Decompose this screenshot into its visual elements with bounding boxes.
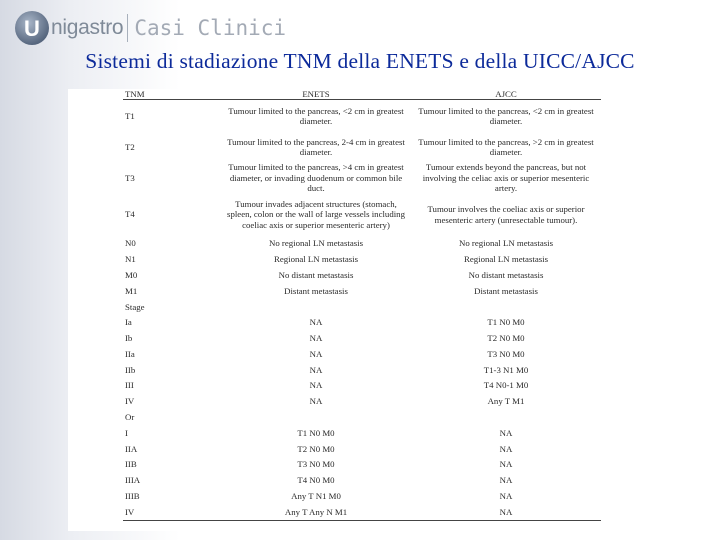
- row-label-cell: IIIA: [125, 475, 141, 486]
- brand-subtitle: Casi Clinici: [134, 16, 287, 40]
- ajcc-cell: Tumour extends beyond the pancreas, but not involving the celiac axis or superior mesenteric artery.: [422, 162, 590, 194]
- table-row: [123, 100, 601, 132]
- table-row: [123, 488, 601, 504]
- table-row: [123, 299, 601, 315]
- svg-text:U: U: [24, 16, 40, 41]
- table-row: [123, 394, 601, 410]
- enets-cell: NA: [309, 364, 323, 375]
- row-label-cell: IIIB: [125, 491, 140, 502]
- row-label-cell: N1: [125, 254, 136, 265]
- row-label-cell: T3: [125, 172, 135, 183]
- row-label-cell: IIa: [125, 348, 135, 359]
- row-label-cell: Ib: [125, 333, 133, 344]
- ajcc-cell: NA: [499, 427, 513, 438]
- ajcc-cell: Tumour limited to the pancreas, <2 cm in greatest diameter.: [418, 105, 594, 126]
- enets-cell: [221, 409, 411, 425]
- enets-cell: T1 N0 M0: [297, 427, 335, 438]
- table-row: [123, 251, 601, 267]
- ajcc-cell: NA: [499, 491, 513, 502]
- enets-cell: NA: [309, 380, 323, 391]
- enets-cell: Distant metastasis: [284, 285, 348, 296]
- ajcc-cell: Any T M1: [487, 396, 525, 407]
- enets-cell: T2 N0 M0: [297, 443, 335, 454]
- row-label-cell: N0: [125, 238, 136, 249]
- row-label-cell: IV: [125, 396, 135, 407]
- row-label-cell: M1: [125, 285, 138, 296]
- ajcc-cell: NA: [411, 504, 601, 520]
- table-row: [123, 473, 601, 489]
- table-row: [123, 441, 601, 457]
- column-header-enets: ENETS: [221, 89, 411, 100]
- table-row: [123, 162, 601, 193]
- brand-name: nigastro: [51, 16, 124, 39]
- table-row: [123, 346, 601, 362]
- row-label-cell: T2: [125, 141, 135, 152]
- row-label-cell: III: [125, 380, 134, 391]
- ajcc-cell: NA: [499, 459, 513, 470]
- row-label-cell: IIB: [125, 459, 137, 470]
- table-row: [123, 315, 601, 331]
- ajcc-cell: Tumour involves the coeliac axis or superior mesenteric artery (unresectable tumour).: [427, 204, 585, 225]
- ajcc-cell: T1-3 N1 M0: [483, 364, 529, 375]
- enets-cell: NA: [309, 396, 323, 407]
- table-row: [123, 425, 601, 441]
- enets-cell: Tumour limited to the pancreas, 2-4 cm in greatest diameter.: [227, 136, 405, 157]
- row-label-cell: IIA: [125, 443, 138, 454]
- row-label-cell: Ia: [125, 317, 132, 328]
- ajcc-cell: Distant metastasis: [474, 285, 538, 296]
- ajcc-cell: T4 N0-1 M0: [483, 380, 529, 391]
- unigastro-logo: [14, 8, 286, 48]
- ajcc-cell: No distant metastasis: [468, 269, 544, 280]
- enets-cell: No regional LN metastasis: [268, 238, 364, 249]
- table-row: [123, 362, 601, 378]
- enets-cell: T3 N0 M0: [297, 459, 335, 470]
- unigastro-logo-mark-icon: [14, 10, 50, 46]
- enets-cell: Regional LN metastasis: [273, 254, 359, 265]
- enets-cell: NA: [309, 333, 323, 344]
- row-label-cell: Stage: [125, 301, 145, 312]
- table-header-row: [123, 89, 601, 100]
- table-row: [123, 409, 601, 425]
- enets-cell: Tumour limited to the pancreas, <2 cm in greatest diameter.: [228, 105, 404, 126]
- column-header-tnm: TNM: [123, 89, 221, 100]
- row-label-cell: M0: [125, 269, 138, 280]
- table-row: [123, 283, 601, 299]
- ajcc-cell: NA: [499, 443, 513, 454]
- enets-cell: Any T Any N M1: [221, 504, 411, 520]
- ajcc-cell: NA: [499, 475, 513, 486]
- enets-cell: Any T N1 M0: [291, 491, 341, 502]
- table-row: [123, 457, 601, 473]
- table-row: [123, 504, 601, 520]
- enets-cell: No distant metastasis: [278, 269, 354, 280]
- row-label-cell: T4: [125, 209, 135, 220]
- enets-cell: T4 N0 M0: [297, 475, 335, 486]
- table-row: [123, 378, 601, 394]
- tnm-table-image: [68, 89, 650, 531]
- table-row: [123, 330, 601, 346]
- enets-cell: [221, 299, 411, 315]
- ajcc-cell: Tumour limited to the pancreas, >2 cm in greatest diameter.: [418, 136, 594, 157]
- slide-title: Sistemi di stadiazione TNM della ENETS e della UICC/AJCC: [85, 49, 635, 73]
- ajcc-cell: No regional LN metastasis: [458, 238, 554, 249]
- row-label-cell: T1: [125, 110, 135, 121]
- row-label-cell: IV: [123, 504, 221, 520]
- table-row: [123, 267, 601, 283]
- ajcc-cell: T2 N0 M0: [487, 333, 525, 344]
- row-label-cell: IIb: [125, 364, 136, 375]
- ajcc-cell: [411, 299, 601, 315]
- tnm-staging-table: [123, 89, 601, 521]
- enets-cell: NA: [309, 348, 323, 359]
- row-label-cell: I: [125, 427, 128, 438]
- enets-cell: Tumour limited to the pancreas, >4 cm in greatest diameter, or invading duodenum or common bile duct.: [228, 162, 404, 194]
- enets-cell: Tumour invades adjacent structures (stomach, spleen, colon or the wall of large vessels including coeliac axis or superior mesenteric artery): [227, 199, 405, 230]
- ajcc-cell: Regional LN metastasis: [463, 254, 549, 265]
- ajcc-cell: [411, 409, 601, 425]
- table-row: [123, 194, 601, 236]
- row-label-cell: Or: [125, 412, 135, 423]
- ajcc-cell: T1 N0 M0: [487, 317, 525, 328]
- column-header-ajcc: AJCC: [411, 89, 601, 100]
- enets-cell: NA: [309, 317, 323, 328]
- table-row: [123, 236, 601, 252]
- table-row: [123, 131, 601, 162]
- ajcc-cell: T3 N0 M0: [487, 348, 525, 359]
- logo-divider: [127, 14, 128, 42]
